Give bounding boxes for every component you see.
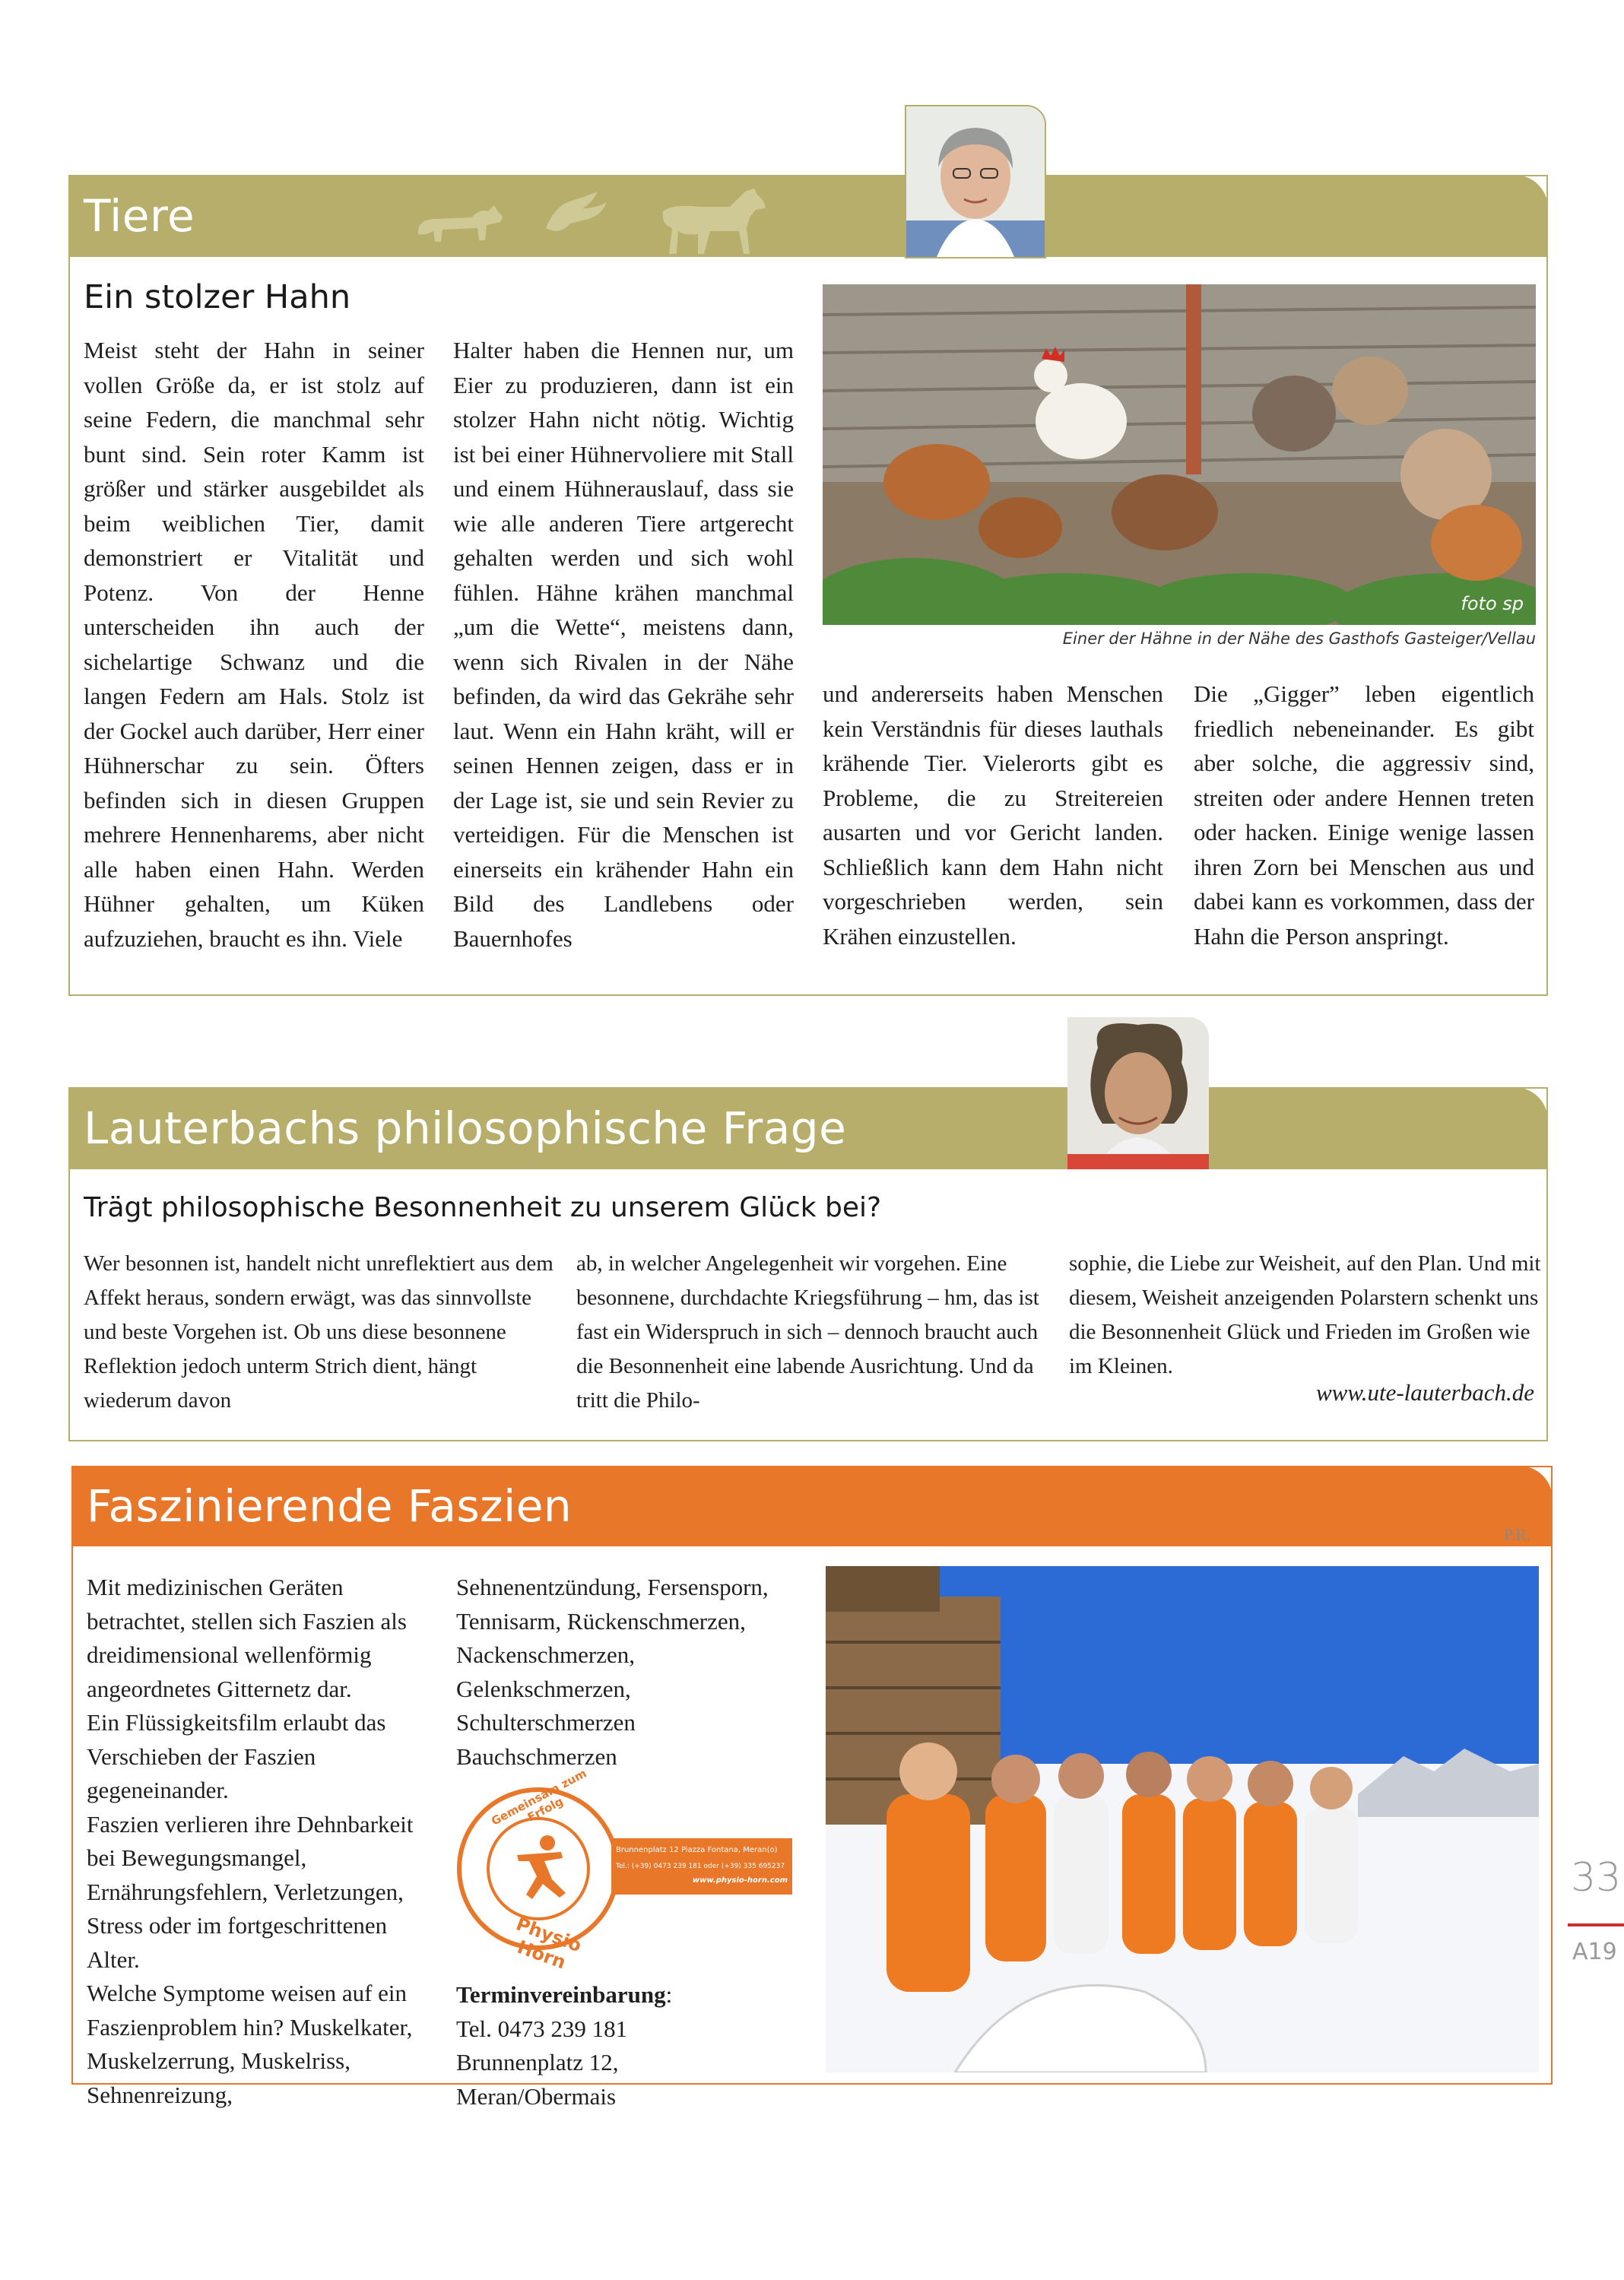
pr-label: P.R. — [1504, 1525, 1531, 1544]
appointment-block — [456, 1978, 797, 2114]
faszien-paragraph: Ein Flüssigkeitsfilm erlaubt das Verschieben der Faszien gegeneinander. — [87, 1709, 386, 1803]
philo-section-title: Lauterbachs philosophische Frage — [84, 1102, 847, 1154]
chicken-photo — [823, 284, 1536, 625]
philo-column-2: ab, in welcher Angelegenheit wir vorgehen. Eine besonnene, durchdachte Kriegsführung – hm, das ist fast ein Widerspruch in sich – dennoch braucht auch die Besonnenheit eine labende Ausrichtung. Und da tritt die Philo- — [576, 1251, 1039, 1413]
philo-column-3: sophie, die Liebe zur Weisheit, auf den Plan. Und mit diesem, Weisheit anzeigenden Polarstern schenkt uns die Besonnenheit Glück und Frieden im Großen wie im Kleinen. — [1069, 1251, 1541, 1378]
physio-horn-logo — [455, 1766, 797, 1974]
appointment-phone: Tel. 0473 239 181 — [456, 2015, 628, 2042]
philo-headline: Trägt philosophische Besonnenheit zu unserem Glück bei? — [84, 1192, 882, 1223]
faszien-banner — [71, 1466, 1553, 1546]
animal-silhouettes-icon — [411, 175, 806, 257]
faszien-paragraph: Welche Symptome weisen auf ein Faszienproblem hin? Muskelkater, Muskelzerrung, Muskelriss, Sehnenreizung, — [87, 1980, 413, 2108]
group-snow-photo — [826, 1566, 1539, 2072]
issue-number: A19 — [1572, 1939, 1617, 1965]
logo-telephone: Tel.: (+39) 0473 239 181 oder (+39) 335 695237 — [616, 1863, 785, 1870]
logo-url: www.physio-horn.com — [692, 1876, 788, 1885]
author-portrait-tiere — [905, 105, 1046, 258]
tiere-section-title: Tiere — [84, 190, 195, 242]
tiere-column-2: Halter haben die Hennen nur, um Eier zu produzieren, dann ist ein stolzer Hahn nicht nötig. Wichtig ist bei einer Hühnervoliere mit Stall und einem Hühnerauslauf, dass sie wie alle anderen Tiere artgerecht gehalten werden und sich wohl fühlen. Hähne krähen manchmal „um die Wette“, meistens dann, wenn sich Rivalen in der Nähe befinden, da wird das Gekrähe sehr laut. Wenn ein Hahn kräht, will er seinen Hennen zeigen, dass er in der Lage ist, sie und sein Revier zu verteidigen. Für die Menschen ist einerseits ein krähender Hahn ein Bild des Landlebens oder Bauernhofes — [453, 337, 794, 952]
philo-website[interactable]: www.ute-lauterbach.de — [1316, 1379, 1534, 1406]
logo-ring-top-text: Gemeinsam zum Erfolg — [489, 1766, 589, 1828]
page-number-divider — [1568, 1923, 1624, 1926]
appointment-city: Meran/Obermais — [456, 2082, 617, 2110]
faszien-paragraph: Mit medizinischen Geräten betrachtet, stellen sich Faszien als dreidimensional wellenförmig angeordnetes Gitternetz dar. — [87, 1574, 407, 1702]
tiere-banner — [68, 175, 1548, 257]
faszien-paragraph: Faszien verlieren ihre Dehnbarkeit bei Bewegungsmangel, Ernährungsfehlern, Verletzungen, Stress oder im fortgeschrittenen Alter. — [87, 1810, 414, 1973]
tiere-column-3: und andererseits haben Menschen kein Verständnis für dieses lauthals krähende Tier. Vielerorts gibt es Probleme, die zu Streitereien ausarten und vor Gericht landen. Schließlich kann dem Hahn nicht vorgeschrieben werden, sein Krähen einzustellen. — [823, 680, 1163, 950]
faszien-section-title: Faszinierende Faszien — [87, 1480, 573, 1532]
appointment-street: Brunnenplatz 12, — [456, 2049, 619, 2075]
tiere-column-1: Meist steht der Hahn in seiner vollen Größe da, er ist stolz auf seine Federn, die manchmal sehr bunt sind. Sein roter Kamm ist größer und stärker ausgebildet als beim weiblichen Tier, damit demonstriert er Vitalität und Potenz. Von der Henne unterscheiden ihn auch der sichelartige Schwanz und die langen Federn am Hals. Stolz ist der Gockel auch darüber, Herr einer Hühnerschar zu sein. Öfters befinden sich in diesen Gruppen mehrere Hennenharems, aber nicht alle haben einen Hahn. Werden Hühner gehalten, um Küken aufzuziehen, braucht es ihn. Viele — [84, 337, 424, 952]
photo-caption: Einer der Hähne in der Nähe des Gasthofs Gasteiger/Vellau — [1062, 629, 1536, 648]
page-number: 33 — [1571, 1855, 1622, 1901]
author-portrait-philo — [1067, 1017, 1209, 1169]
tiere-column-4: Die „Gigger” leben eigentlich friedlich nebeneinander. Es gibt aber solche, die aggressiv sind, streiten oder andere Hennen treten oder hacken. Einige wenige lassen ihren Zorn bei Menschen aus und dabei kann es vorkommen, dass der Hahn die Person anspringt. — [1194, 680, 1534, 950]
faszien-column-1 — [87, 1571, 427, 2112]
logo-address: Brunnenplatz 12 Piazza Fontana, Meran(o) — [616, 1846, 778, 1854]
logo-ring-bottom-text: Physio Horn — [513, 1913, 585, 1974]
philo-banner — [68, 1087, 1548, 1169]
philo-column-1: Wer besonnen ist, handelt nicht unreflektiert aus dem Affekt heraus, sondern erwägt, was das sinnvollste und beste Vorgehen ist. Ob uns diese besonnene Reflektion jedoch unterm Strich dient, hängt wiederum davon — [84, 1251, 553, 1413]
tiere-headline: Ein stolzer Hahn — [84, 278, 351, 316]
appointment-label: Terminvereinbarung — [456, 1981, 666, 2008]
appointment-colon: : — [665, 1981, 673, 2008]
photo-credit: foto sp — [1461, 593, 1524, 614]
faszien-column-2: Sehnenentzündung, Fersensporn, Tennisarm, Rückenschmerzen, Nackenschmerzen, Gelenkschmerzen, Schulterschmerzen Bauchschmerzen — [456, 1574, 769, 1770]
